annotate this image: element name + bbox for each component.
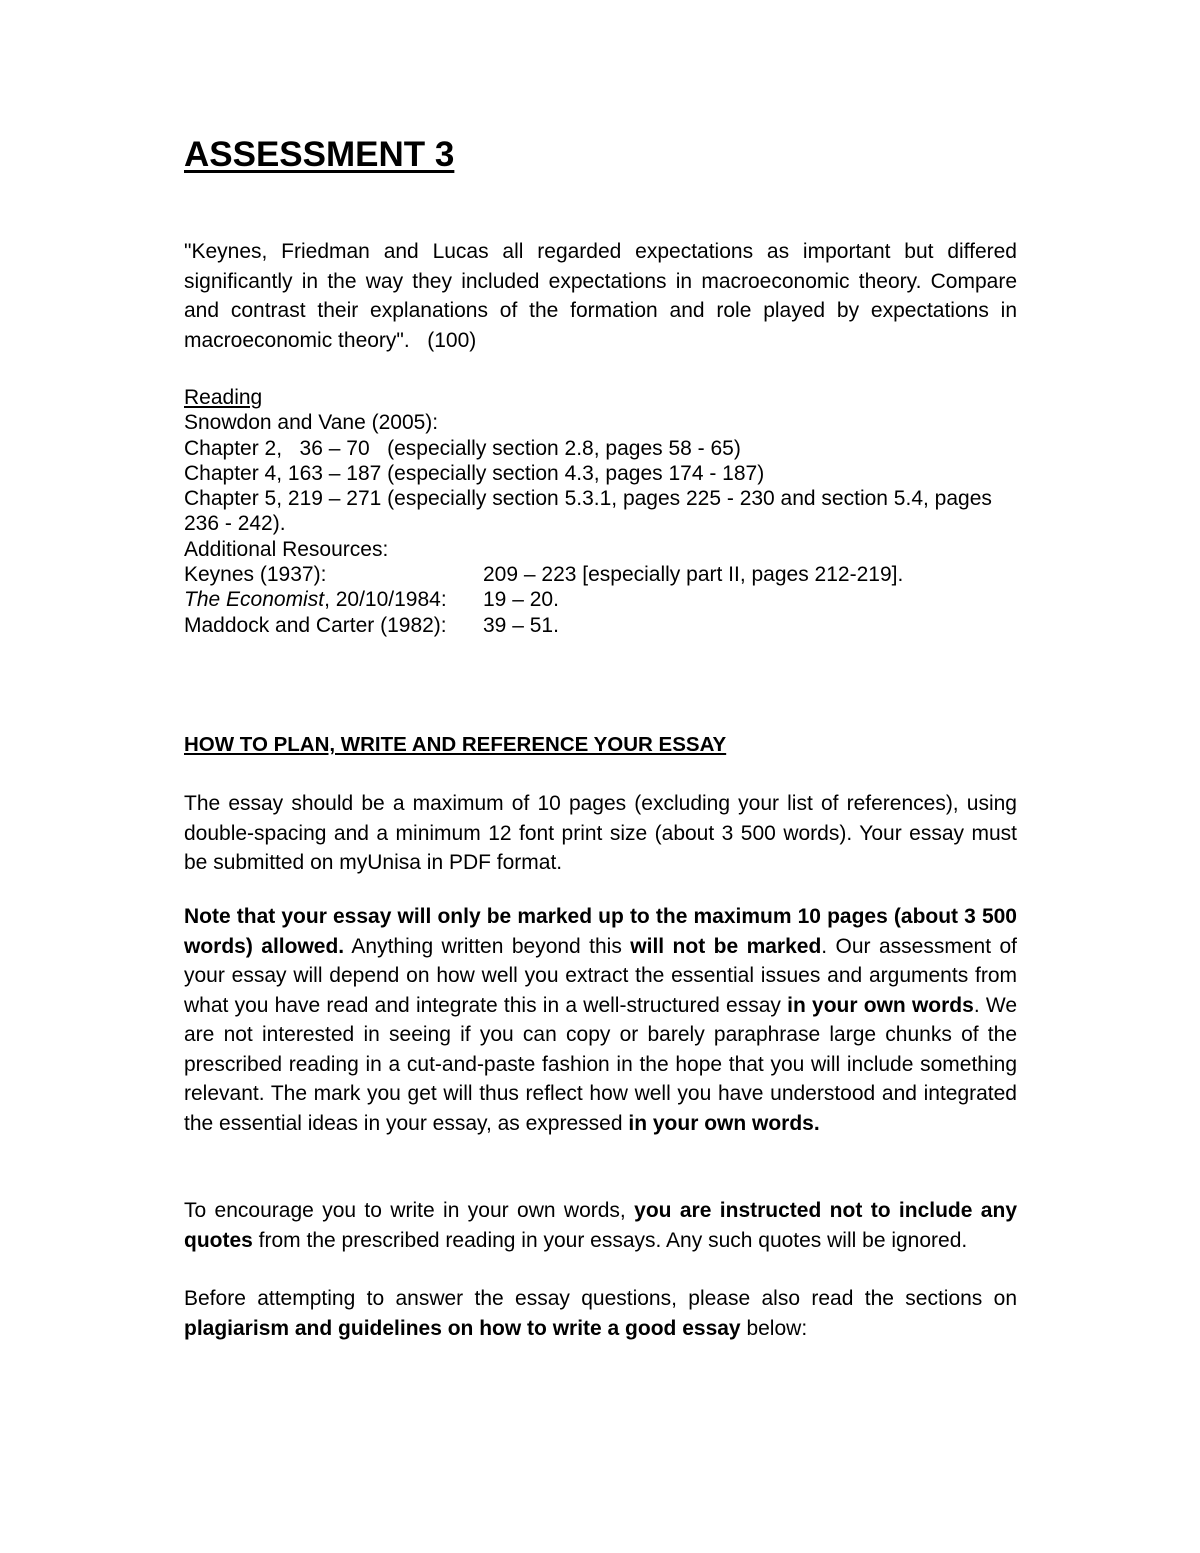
resource-pages: 19 – 20. (483, 588, 559, 612)
reading-heading: Reading (184, 386, 263, 409)
resource-pages: 209 – 223 [especially part II, pages 212-219]. (483, 563, 904, 587)
bold-text: in your own words. (628, 1111, 820, 1135)
chapter-line: Chapter 2, 36 – 70 (especially section 2.8, pages 58 - 65) (184, 436, 741, 460)
bold-text: you are instructed not to include any quotes (184, 1199, 1017, 1252)
question-marks: (100) (427, 328, 477, 352)
resource-name-italic: The Economist (184, 588, 325, 612)
question-text: "Keynes, Friedman and Lucas all regarded expectations as important but differed significantly in the way they included expectations in macroeconomic theory. Compare and contrast their explanations of the formation and role played by expectations in macroeconomic theory". (184, 240, 1017, 352)
reading-section (184, 385, 1017, 638)
resource-pages: 39 – 51. (483, 613, 559, 637)
chapter-line: 236 - 242). (184, 512, 286, 536)
paragraph-3: To encourage you to write in your own words, you are instructed not to include any quotes from the prescribed reading in your essays. Any such quotes will be ignored. (184, 1199, 1017, 1252)
resource-name: Maddock and Carter (1982): (184, 613, 447, 637)
paragraph-2: Note that your essay will only be marked up to the maximum 10 pages (about 3 500 words) allowed. Anything written beyond this will not be marked. Our assessment of your essay will depend on how well you extract the essential issues and arguments from what you have read and integrate this in a well-structured essay in your own words. We are not interested in seeing if you can copy or barely paraphrase large chunks of the prescribed reading in a cut-and-paste fashion in the hope that you will include something relevant. The mark you get will thus reflect how well you have understood and integrated the essential ideas in your essay, as expressed in your own words. (184, 905, 1017, 1135)
paragraph-1: The essay should be a maximum of 10 pages (excluding your list of references), using double-spacing and a minimum 12 font print size (about 3 500 words). Your essay must be submitted on myUnisa in PDF format. (184, 792, 1017, 874)
resource-row (184, 613, 1017, 638)
page-title: ASSESSMENT 3 (184, 135, 455, 174)
resource-name: Keynes (1937): (184, 563, 327, 587)
resource-name (184, 587, 483, 612)
chapter-line: Chapter 4, 163 – 187 (especially section 4.3, pages 174 - 187) (184, 461, 765, 485)
chapter-line: Chapter 5, 219 – 271 (especially section 5.3.1, pages 225 - 230 and section 5.4, pages (184, 487, 992, 511)
bold-text: plagiarism and guidelines on how to write a good essay (184, 1316, 741, 1340)
resource-row (184, 587, 1017, 612)
paragraph-4: Before attempting to answer the essay questions, please also read the sections on plagiarism and guidelines on how to write a good essay below: (184, 1287, 1017, 1340)
section-heading: HOW TO PLAN, WRITE AND REFERENCE YOUR ESSAY (184, 733, 727, 756)
essay-question (184, 237, 1017, 355)
reading-source: Snowdon and Vane (2005): (184, 411, 439, 435)
resource-row (184, 562, 1017, 587)
bold-text: Note that your essay will only be marked up to the maximum 10 pages (about 3 500 words) allowed. (184, 905, 1017, 958)
additional-resources-heading: Additional Resources: (184, 537, 389, 561)
bold-text: will not be marked (630, 934, 822, 958)
resource-name-rest: , 20/10/1984: (324, 588, 447, 612)
bold-text: in your own words (787, 993, 974, 1017)
